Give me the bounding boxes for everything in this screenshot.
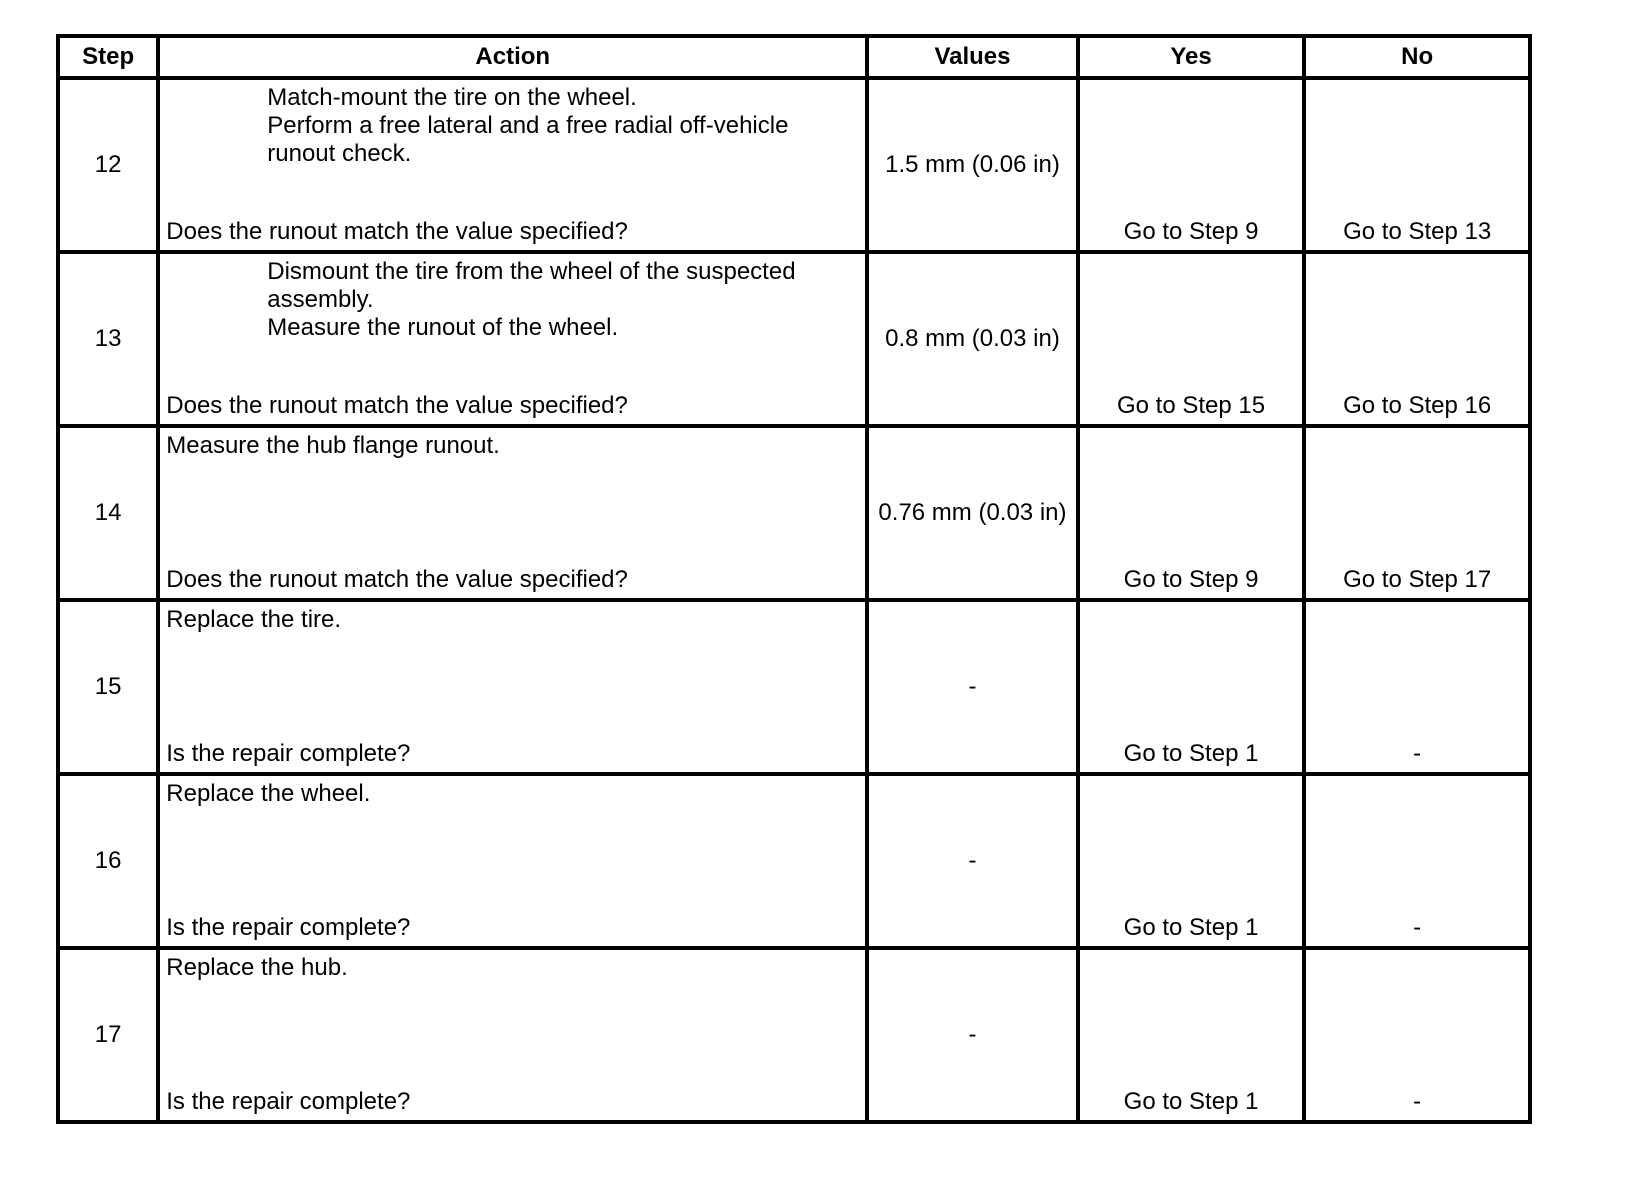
step-number: 14 — [58, 426, 158, 600]
no-answer: - — [1413, 1088, 1422, 1115]
action-line: Perform a free lateral and a free radial off-vehicle — [267, 112, 789, 139]
value-cell: 0.8 mm (0.03 in) — [867, 252, 1078, 426]
step-number: 15 — [58, 600, 158, 774]
value-cell: - — [867, 948, 1078, 1122]
yes-answer: Go to Step 1 — [1123, 1088, 1259, 1115]
action-question: Is the repair complete? — [166, 740, 411, 767]
step-number: 16 — [58, 774, 158, 948]
no-cell — [1304, 948, 1530, 1122]
action-line: Dismount the tire from the wheel of the suspected — [267, 258, 796, 285]
yes-answer: Go to Step 15 — [1117, 392, 1266, 419]
action-text — [166, 432, 859, 460]
header-yes: Yes — [1078, 36, 1305, 78]
action-cell — [158, 78, 867, 252]
action-line: Replace the wheel. — [166, 780, 371, 807]
action-cell — [158, 252, 867, 426]
step-number: 17 — [58, 948, 158, 1122]
action-line: Measure the hub flange runout. — [166, 432, 500, 459]
header-row — [58, 36, 1530, 78]
action-question: Does the runout match the value specified? — [166, 392, 628, 419]
no-cell — [1304, 600, 1530, 774]
yes-answer: Go to Step 1 — [1123, 914, 1259, 941]
yes-cell — [1078, 600, 1305, 774]
action-line: Replace the hub. — [166, 954, 348, 981]
table-row — [58, 252, 1530, 426]
no-answer: Go to Step 17 — [1343, 566, 1492, 593]
yes-cell — [1078, 78, 1305, 252]
action-cell — [158, 426, 867, 600]
yes-cell — [1078, 948, 1305, 1122]
action-cell — [158, 948, 867, 1122]
action-text — [166, 606, 859, 634]
action-text — [267, 258, 859, 342]
action-text — [166, 780, 859, 808]
header-step: Step — [58, 36, 158, 78]
no-answer: Go to Step 16 — [1343, 392, 1492, 419]
yes-answer: Go to Step 1 — [1123, 740, 1259, 767]
no-cell — [1304, 426, 1530, 600]
no-answer: - — [1413, 914, 1422, 941]
action-question: Does the runout match the value specified? — [166, 566, 628, 593]
action-line: runout check. — [267, 140, 412, 167]
action-question: Does the runout match the value specified? — [166, 218, 628, 245]
header-no: No — [1304, 36, 1530, 78]
value-cell: - — [867, 600, 1078, 774]
no-answer: - — [1413, 740, 1422, 767]
value-cell: 1.5 mm (0.06 in) — [867, 78, 1078, 252]
yes-cell — [1078, 774, 1305, 948]
yes-cell — [1078, 426, 1305, 600]
diagnostic-table — [56, 34, 1532, 1124]
action-line: Measure the runout of the wheel. — [267, 314, 619, 341]
action-line: Match-mount the tire on the wheel. — [267, 84, 637, 111]
step-number: 13 — [58, 252, 158, 426]
no-cell — [1304, 78, 1530, 252]
step-number: 12 — [58, 78, 158, 252]
action-line: assembly. — [267, 286, 374, 313]
header-action: Action — [158, 36, 867, 78]
action-question: Is the repair complete? — [166, 914, 411, 941]
yes-answer: Go to Step 9 — [1123, 566, 1259, 593]
no-cell — [1304, 774, 1530, 948]
header-values: Values — [867, 36, 1078, 78]
no-answer: Go to Step 13 — [1343, 218, 1492, 245]
no-cell — [1304, 252, 1530, 426]
yes-cell — [1078, 252, 1305, 426]
action-line: Replace the tire. — [166, 606, 342, 633]
table-row — [58, 774, 1530, 948]
table-row — [58, 600, 1530, 774]
action-text — [267, 84, 859, 168]
table-row — [58, 426, 1530, 600]
yes-answer: Go to Step 9 — [1123, 218, 1259, 245]
value-cell: - — [867, 774, 1078, 948]
action-question: Is the repair complete? — [166, 1088, 411, 1115]
action-text — [166, 954, 859, 982]
table-row — [58, 948, 1530, 1122]
action-cell — [158, 774, 867, 948]
value-cell: 0.76 mm (0.03 in) — [867, 426, 1078, 600]
table-row — [58, 78, 1530, 252]
action-cell — [158, 600, 867, 774]
